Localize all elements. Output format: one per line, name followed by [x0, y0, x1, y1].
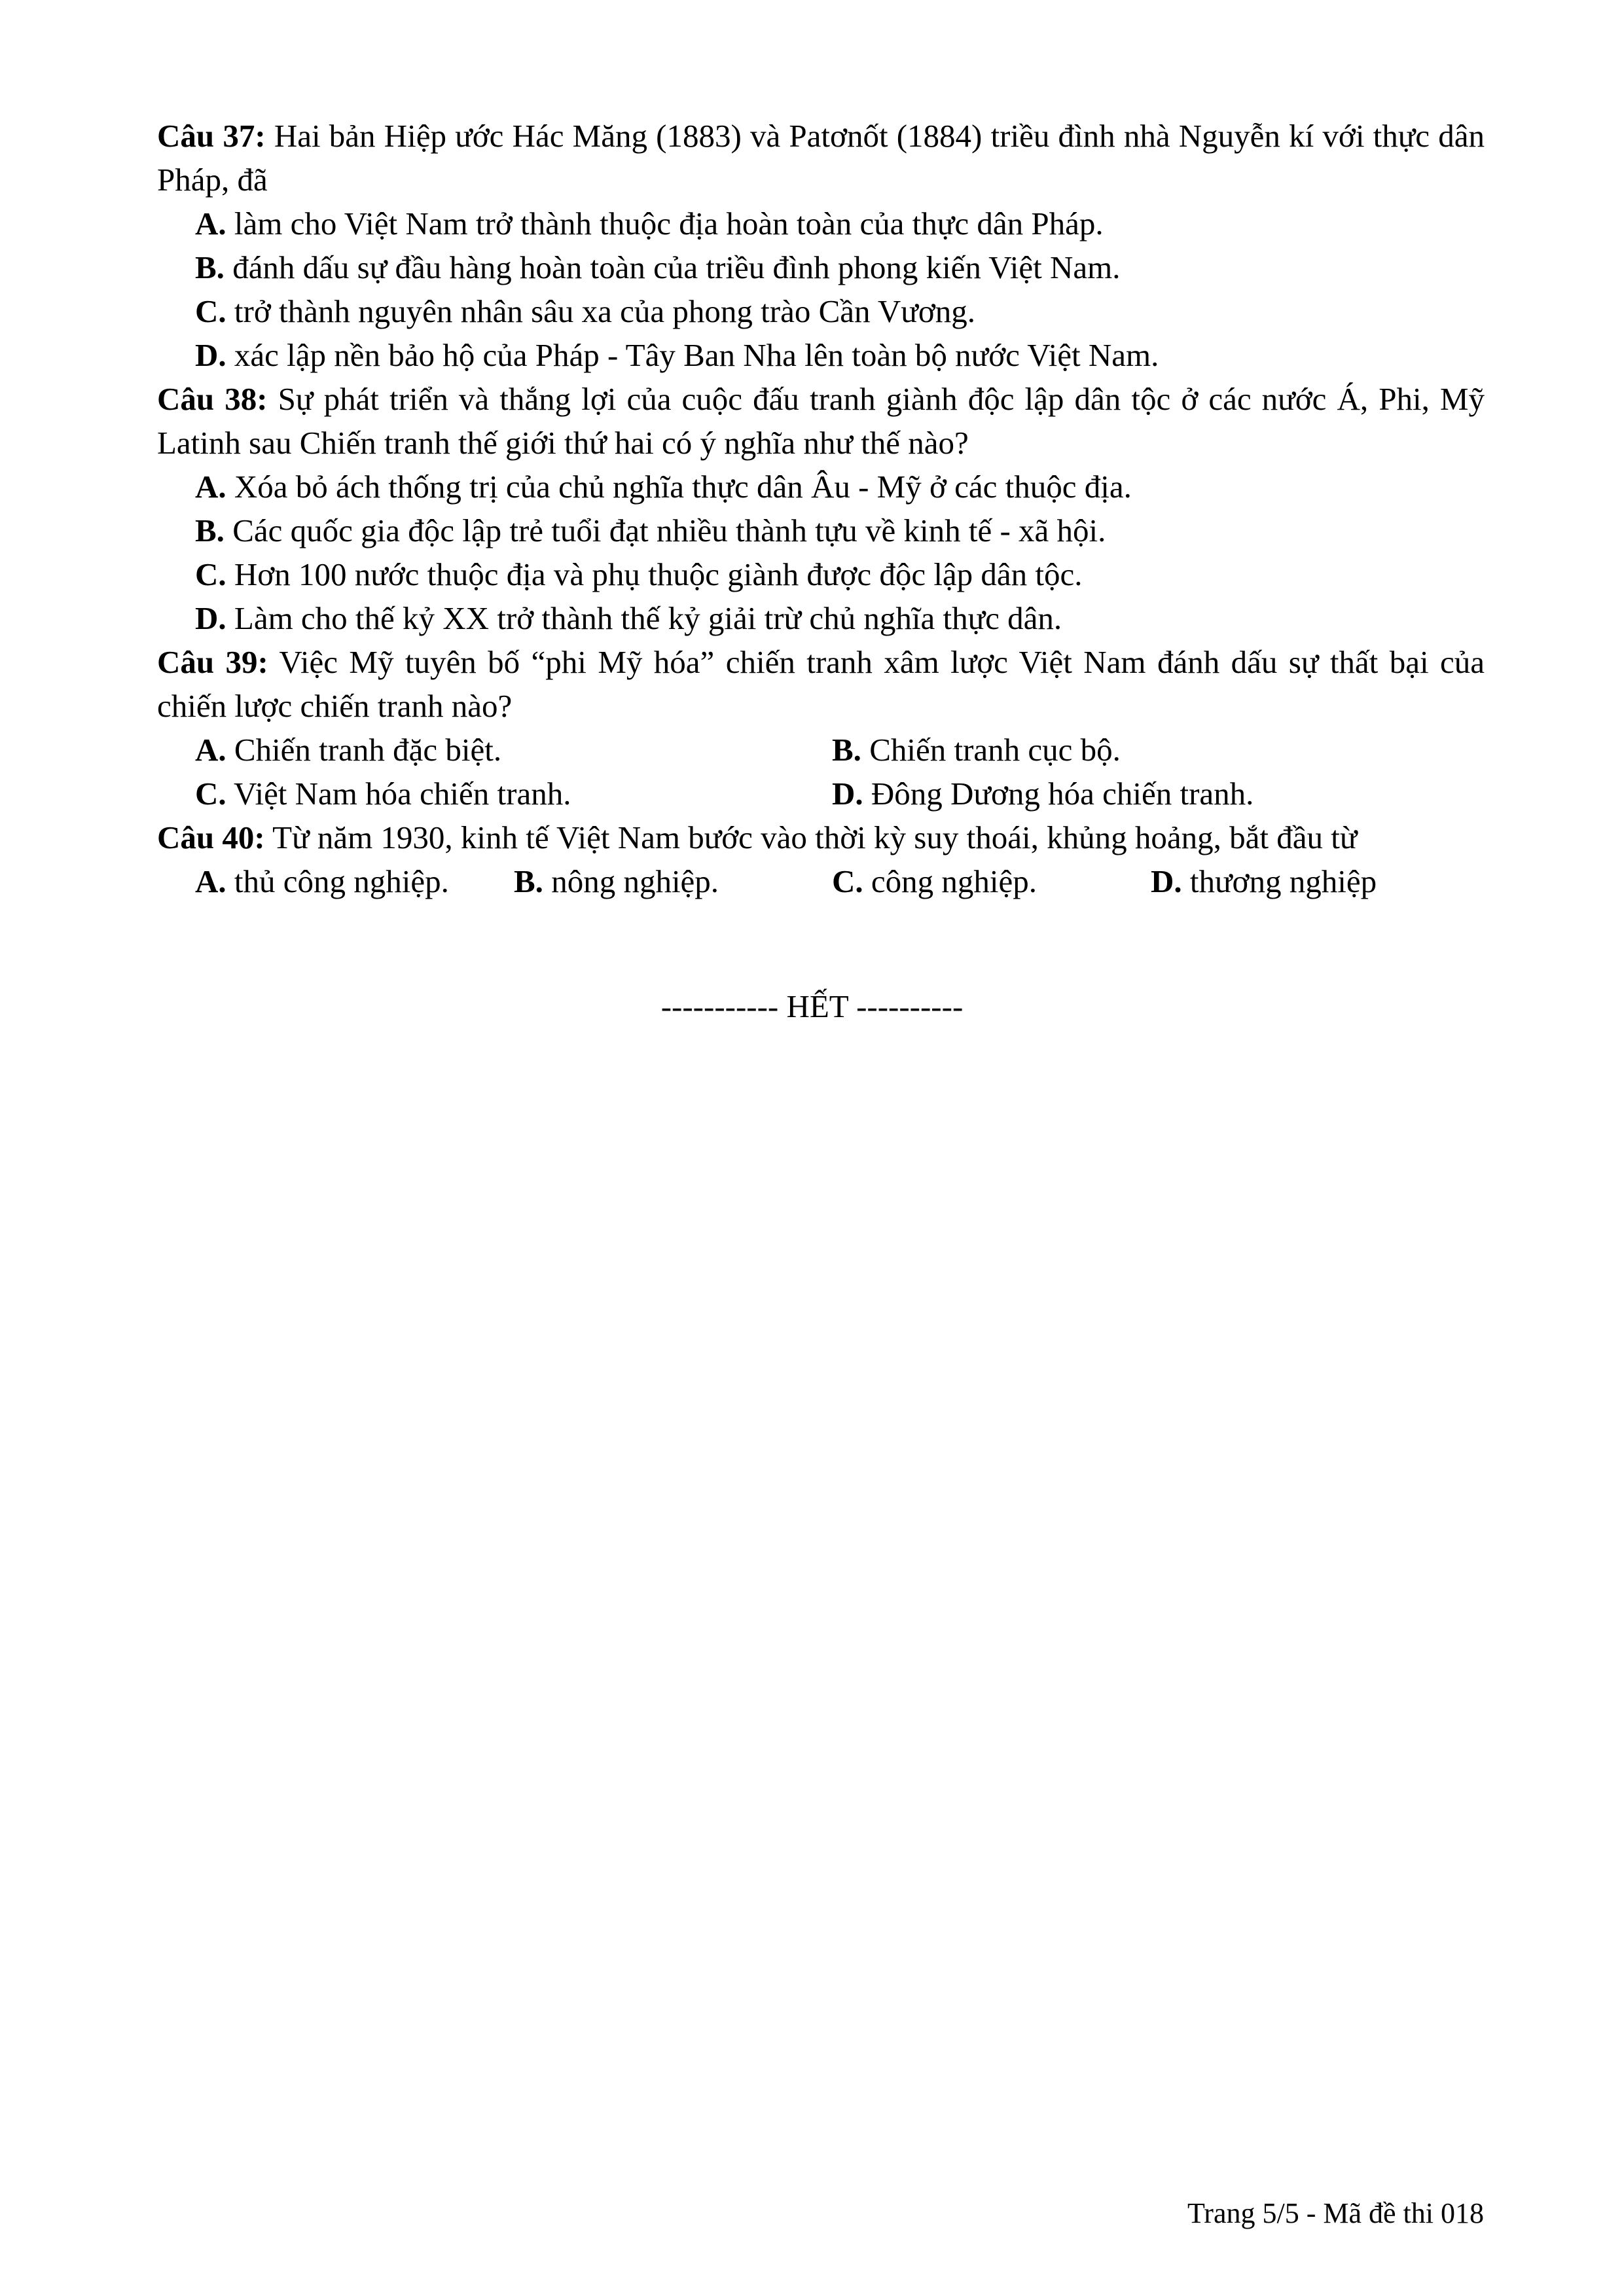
option-label: C.: [195, 776, 226, 812]
option-label: B.: [514, 863, 543, 899]
option-label: D.: [832, 776, 863, 812]
question-label: Câu 40:: [157, 819, 265, 855]
question-40: [157, 816, 1485, 903]
option-label: D.: [1151, 863, 1182, 899]
option-text: nông nghiệp.: [543, 863, 719, 899]
question-text: Sự phát triển và thắng lợi của cuộc đấu tranh giành độc lập dân tộc ở các nước Á, Phi, Mỹ Latinh sau Chiến tranh thế giới thứ hai có ý nghĩa như thế nào?: [157, 381, 1485, 461]
answer-options-row: [157, 859, 1485, 903]
question-stem: [157, 816, 1485, 859]
question-text: Việc Mỹ tuyên bố “phi Mỹ hóa” chiến tranh xâm lược Việt Nam đánh dấu sự thất bại của chiến lược chiến tranh nào?: [157, 644, 1485, 724]
answer-option-c: [195, 772, 832, 816]
option-label: A.: [195, 863, 226, 899]
option-text: Đông Dương hóa chiến tranh.: [863, 776, 1254, 812]
option-text: công nghiệp.: [863, 863, 1038, 899]
answer-option-b: [157, 509, 1485, 552]
option-text: Làm cho thế kỷ XX trở thành thế kỷ giải trừ chủ nghĩa thực dân.: [226, 600, 1062, 636]
answer-option-a: [157, 465, 1485, 509]
answer-option-d: [1151, 859, 1478, 903]
option-label: D.: [195, 337, 226, 373]
option-text: Chiến tranh đặc biệt.: [226, 732, 502, 768]
option-label: B.: [195, 249, 225, 285]
answer-option-a: [195, 728, 832, 772]
option-label: C.: [832, 863, 863, 899]
exam-page: [157, 114, 1485, 903]
answer-option-c: [832, 859, 1151, 903]
answer-option-d: [157, 596, 1485, 640]
answer-option-b: [514, 859, 832, 903]
question-stem: [157, 377, 1485, 465]
option-label: A.: [195, 469, 226, 505]
option-text: thương nghiệp: [1182, 863, 1377, 899]
end-of-exam-mark: ----------- HẾT ----------: [660, 988, 964, 1024]
question-label: Câu 39:: [157, 644, 268, 680]
question-label: Câu 38:: [157, 381, 268, 417]
question-39: [157, 640, 1485, 816]
option-text: thủ công nghiệp.: [226, 863, 449, 899]
option-label: D.: [195, 600, 226, 636]
option-text: trở thành nguyên nhân sâu xa của phong trào Cần Vương.: [226, 293, 975, 329]
answer-options-grid: [157, 728, 1485, 816]
option-label: C.: [195, 293, 226, 329]
option-text: xác lập nền bảo hộ của Pháp - Tây Ban Nha lên toàn bộ nước Việt Nam.: [226, 337, 1159, 373]
option-text: làm cho Việt Nam trở thành thuộc địa hoàn toàn của thực dân Pháp.: [226, 206, 1104, 242]
question-38: [157, 377, 1485, 640]
answer-option-a: [195, 859, 514, 903]
option-text: Chiến tranh cục bộ.: [861, 732, 1121, 768]
option-text: Xóa bỏ ách thống trị của chủ nghĩa thực dân Âu - Mỹ ở các thuộc địa.: [226, 469, 1132, 505]
question-text: Hai bản Hiệp ước Hác Măng (1883) và Patơnốt (1884) triều đình nhà Nguyễn kí với thực dân Pháp, đã: [157, 118, 1485, 198]
option-label: C.: [195, 556, 226, 592]
question-37: [157, 114, 1485, 377]
option-label: B.: [195, 512, 225, 548]
answer-option-c: [157, 552, 1485, 596]
page-footer: Trang 5/5 - Mã đề thi 018: [1187, 2197, 1484, 2229]
option-text: Hơn 100 nước thuộc địa và phụ thuộc giành được độc lập dân tộc.: [226, 556, 1083, 592]
option-text: Các quốc gia độc lập trẻ tuổi đạt nhiều thành tựu về kinh tế - xã hội.: [224, 512, 1106, 548]
answer-option-d: [832, 772, 1487, 816]
question-text: Từ năm 1930, kinh tế Việt Nam bước vào thời kỳ suy thoái, khủng hoảng, bắt đầu từ: [264, 819, 1358, 855]
question-stem: [157, 114, 1485, 202]
answer-option-b: [832, 728, 1487, 772]
option-text: Việt Nam hóa chiến tranh.: [226, 776, 571, 812]
answer-option-b: [157, 245, 1485, 289]
option-label: A.: [195, 732, 226, 768]
answer-option-a: [157, 202, 1485, 245]
option-label: A.: [195, 206, 226, 242]
answer-option-c: [157, 289, 1485, 333]
question-label: Câu 37:: [157, 118, 266, 154]
question-stem: [157, 640, 1485, 728]
option-text: đánh dấu sự đầu hàng hoàn toàn của triều đình phong kiến Việt Nam.: [224, 249, 1121, 285]
answer-option-d: [157, 333, 1485, 377]
option-label: B.: [832, 732, 861, 768]
